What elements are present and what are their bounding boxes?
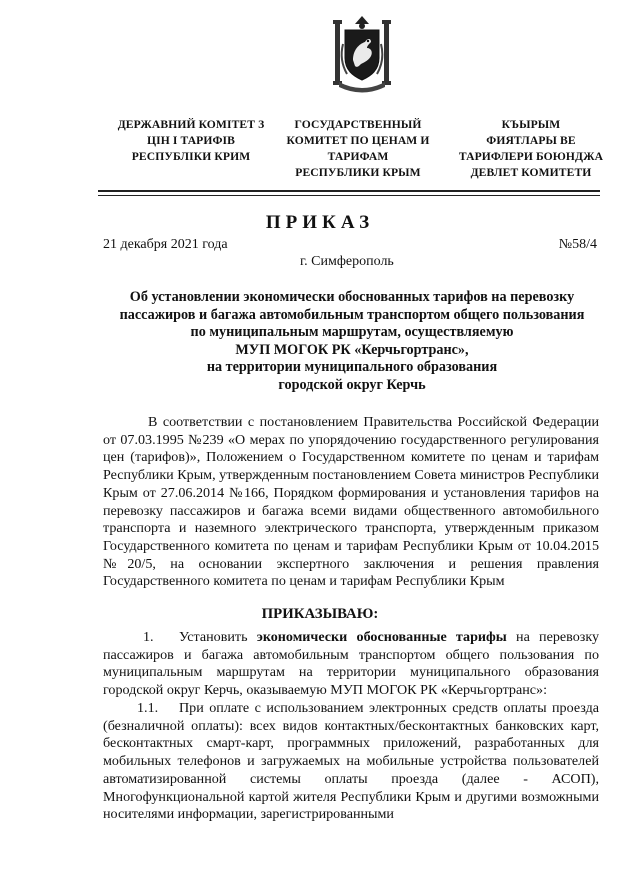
header-russian	[283, 117, 433, 181]
header-ukrainian	[102, 117, 280, 165]
order-heading: ПРИКАЗЫВАЮ:	[261, 606, 379, 622]
order-item-1	[103, 629, 599, 700]
document-title: ПРИКАЗ	[265, 212, 375, 233]
header-left-line: РЕСПУБЛІКИ КРИМ	[131, 150, 251, 163]
header-right-line: КЪЫРЫМ	[501, 118, 561, 131]
document-number: №58/4	[558, 237, 597, 252]
header-mid-line: ТАРИФАМ	[327, 150, 389, 163]
header-crimean-tatar	[448, 117, 614, 181]
header-left-line: ЦІН І ТАРИФІВ	[147, 134, 235, 147]
header-divider-thin	[98, 195, 600, 196]
item-text: При оплате с использованием электронных средств оплаты проезда (безналичной оплаты): всех видов контактных/бесконтактных банковских карт, бесконтактных смарт-карт, программных приложений, разработанных для мобильных телефонов и загружаемых на мобильные устройства пользователей автоматизированной системы оплаты проезда (далее - АСОП), Многофункциональной картой жителя Республики Крым и другими возможными носителями информации, зарегистрированными	[103, 700, 599, 823]
header-right-line: ТАРИФЛЕРИ БОЮНДЖА	[458, 150, 604, 163]
crimea-emblem-icon	[333, 14, 391, 94]
subject-line: по муниципальным маршрутам, осуществляемую	[190, 324, 514, 341]
item-bold-phrase: экономически обоснованные тарифы	[256, 629, 507, 645]
subject-line: пассажиров и багажа автомобильным транспортом общего пользования	[119, 306, 585, 323]
header-mid-line: КОМИТЕТ ПО ЦЕНАМ И	[286, 134, 430, 147]
document-subject	[102, 289, 602, 395]
subject-line: Об установлении экономически обоснованных тарифов на перевозку	[129, 289, 575, 305]
header-right-line: ФИЯТЛАРЫ ВЕ	[486, 134, 576, 147]
header-divider-thick	[98, 190, 600, 192]
document-city: г. Симферополь	[300, 254, 394, 269]
header-right-line: ДЕВЛЕТ КОМИТЕТИ	[470, 166, 592, 179]
preamble-paragraph: В соответствии с постановлением Правительства Российской Федерации от 07.03.1995 №239 «О мерах по упорядочению государственного регулирования цен (тарифов)», Положением о Государственном комитете по ценам и тарифам Республики Крым, утвержденным постановлением Совета министров Республики Крым от 27.06.2014 №166, Порядком формирования и установления тарифов на перевозку пассажиров и багажа всеми видами общественного автомобильного транспорта и наземного электрического транспорта, утвержденным приказом Государственного комитета по ценам и тарифам Республики Крым от 10.04.2015 №20/5, на основании экспертного заключения и решения правления Государственного комитета по ценам и тарифам Республики Крым	[103, 414, 599, 590]
item-text: на перевозку пассажиров и багажа автомобильным транспортом общего пользования по муниципальным маршрутам на территории муниципального образования городской округ Керчь, оказываемую МУП МОГОК РК «Керчьгортранс»:	[103, 629, 600, 699]
order-item-1-1	[103, 700, 599, 824]
document-date: 21 декабря 2021 года	[103, 237, 228, 252]
header-mid-line: ГОСУДАРСТВЕННЫЙ	[294, 118, 422, 131]
subject-line: городской округ Керчь	[278, 376, 426, 393]
subject-line: на территории муниципального образования	[206, 359, 498, 376]
item-lead: Установить	[179, 629, 257, 645]
item-number: 1.1.	[137, 700, 159, 716]
item-number: 1.	[143, 629, 154, 645]
subject-line: МУП МОГОК РК «Керчьгортранс»,	[235, 341, 469, 358]
header-mid-line: РЕСПУБЛИКИ КРЫМ	[295, 166, 421, 179]
header-left-line: ДЕРЖАВНИЙ КОМІТЕТ З	[117, 118, 265, 131]
